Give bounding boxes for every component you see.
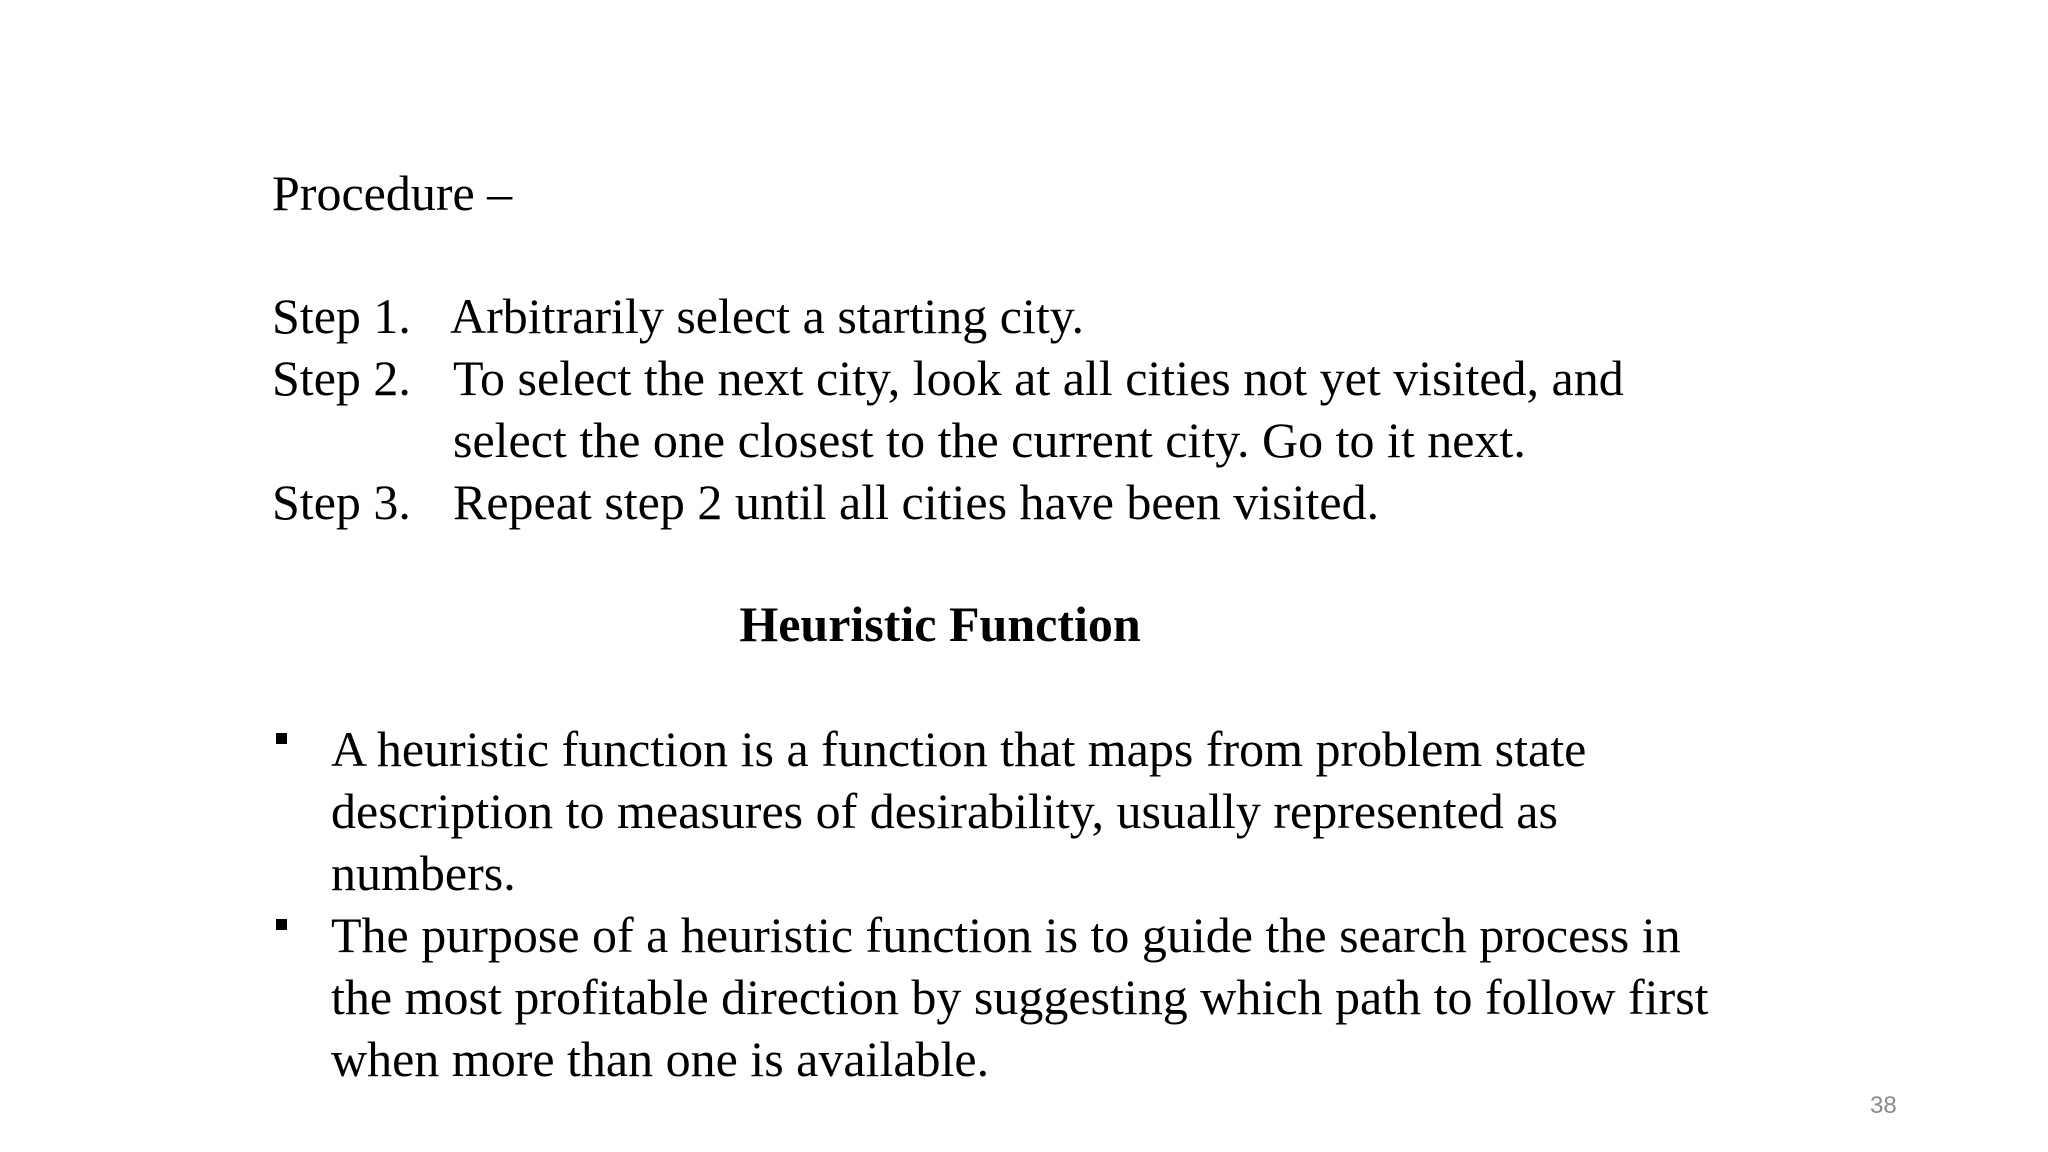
procedure-title: Procedure – xyxy=(272,165,513,221)
section-heading: Heuristic Function xyxy=(739,596,1141,652)
bullet-2-line-3: when more than one is available. xyxy=(331,1031,990,1087)
square-bullet-icon xyxy=(276,919,287,930)
bullet-1-line-2: description to measures of desirability, usually represented as xyxy=(331,783,1558,839)
step-2-text-line-2: select the one closest to the current city. Go to it next. xyxy=(453,412,1526,468)
step-1-label: Step 1. xyxy=(272,288,411,344)
step-2-label: Step 2. xyxy=(272,350,411,406)
page-number: 38 xyxy=(1870,1092,1897,1119)
step-1-text: Arbitrarily select a starting city. xyxy=(450,288,1085,344)
step-3-text: Repeat step 2 until all cities have been visited. xyxy=(453,474,1380,530)
square-bullet-icon xyxy=(276,733,287,744)
step-2-text-line-1: To select the next city, look at all cities not yet visited, and xyxy=(453,350,1624,406)
step-3-label: Step 3. xyxy=(272,474,411,530)
bullet-2-line-2: the most profitable direction by suggesting which path to follow first xyxy=(331,969,1709,1025)
bullet-2-line-1: The purpose of a heuristic function is to guide the search process in xyxy=(331,907,1681,963)
bullet-1-line-1: A heuristic function is a function that maps from problem state xyxy=(331,721,1587,777)
bullet-1-line-3: numbers. xyxy=(331,845,516,901)
